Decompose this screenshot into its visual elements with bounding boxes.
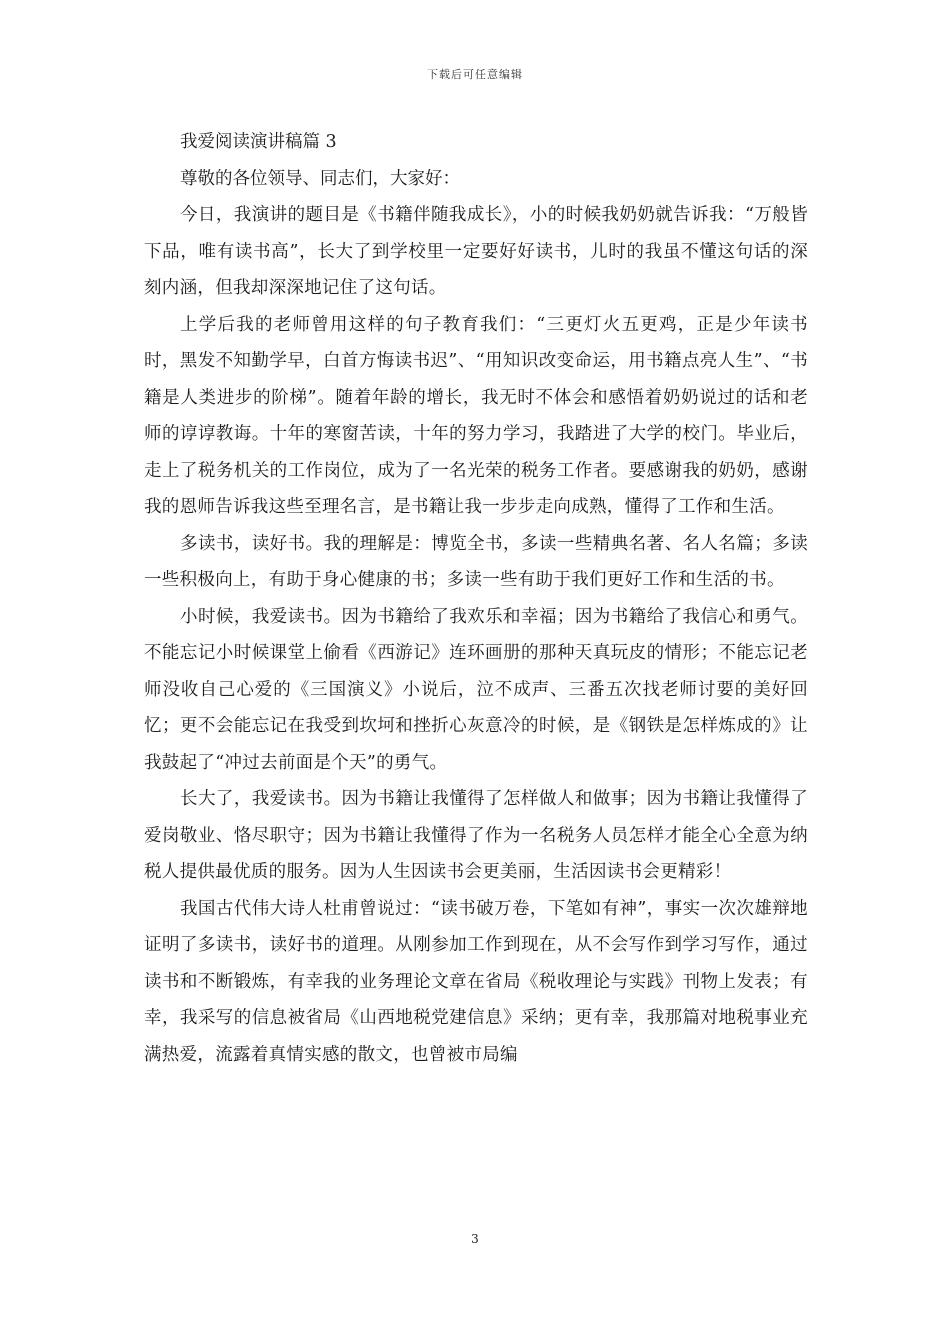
- paragraph: 我国古代伟大诗人杜甫曾说过：“读书破万卷，下笔如有神”，事实一次次雄辩地证明了多读书，读好书的道理。从刚参加工作到现在，从不会写作到学习写作，通过读书和不断锻炼，有幸我的业务理论文章在省局《税收理论与实践》刊物上发表；有幸，我采写的信息被省局《山西地税党建信息》采纳；更有幸，我那篇对地税事业充满热爱，流露着真情实感的散文，也曾被市局编: [144, 898, 808, 1065]
- paragraph: 今日，我演讲的题目是《书籍伴随我成长》，小的时候我奶奶就告诉我：“万般皆下品，唯有读书高”，长大了到学校里一定要好好读书，儿时的我虽不懂这句话的深刻内涵，但我却深深地记住了这句话。: [144, 205, 808, 298]
- page-header: 下载后可任意编辑: [427, 68, 523, 81]
- page-number: 3: [471, 1232, 479, 1246]
- paragraph: 小时候，我爱读书。因为书籍给了我欢乐和幸福；因为书籍给了我信心和勇气。不能忘记小时候课堂上偷看《西游记》连环画册的那种天真玩皮的情形；不能忘记老师没收自己心爱的《三国演义》小说后，泣不成声、三番五次找老师讨要的美好回忆；更不会能忘记在我受到坎坷和挫折心灰意冷的时候，是《钢铁是怎样炼成的》让我鼓起了“冲过去前面是个天”的勇气。: [144, 606, 808, 773]
- paragraph: 多读书，读好书。我的理解是：博览全书，多读一些精典名著、名人名篇；多读一些积极向上，有助于身心健康的书；多读一些有助于我们更好工作和生活的书。: [144, 533, 808, 590]
- document-title: 我爱阅读演讲稿篇 3: [180, 132, 337, 152]
- document-body: [144, 124, 808, 1073]
- paragraph: 长大了，我爱读书。因为书籍让我懂得了怎样做人和做事；因为书籍让我懂得了爱岗敬业、恪尽职守；因为书籍让我懂得了作为一名税务人员怎样才能全心全意为纳税人提供最优质的服务。因为人生因读书会更美丽，生活因读书会更精彩！: [144, 789, 808, 882]
- paragraph: 上学后我的老师曾用这样的句子教育我们：“三更灯火五更鸡，正是少年读书时，黑发不知勤学早，白首方悔读书迟”、“用知识改变命运，用书籍点亮人生”、“书籍是人类进步的阶梯”。随着年龄的增长，我无时不体会和感悟着奶奶说过的话和老师的谆谆教诲。十年的寒窗苦读，十年的努力学习，我踏进了大学的校门。毕业后，走上了税务机关的工作岗位，成为了一名光荣的税务工作者。要感谢我的奶奶，感谢我的恩师告诉我这些至理名言，是书籍让我一步步走向成熟，懂得了工作和生活。: [144, 314, 808, 517]
- salutation: 尊敬的各位领导、同志们，大家好：: [180, 168, 460, 189]
